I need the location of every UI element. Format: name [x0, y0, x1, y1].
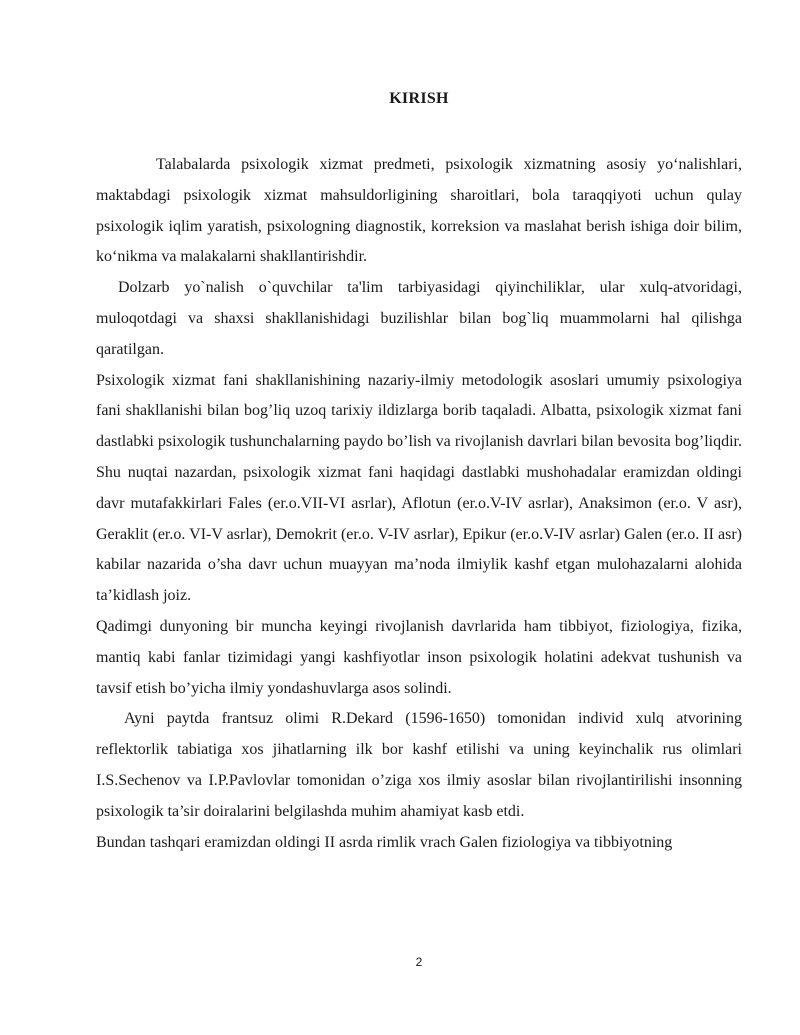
paragraph: Psixologik xizmat fani shakllanishining nazariy-ilmiy metodologik asoslari umumiy psixologiya fani shakllanishi bilan bog’liq uzoq tarixiy ildizlarga borib taqaladi. Albatta, psixologik xizmat fani dastlabki psixologik tushunchalarning paydo bo’lish va rivojlanish davrlari bilan bevosita bog’liqdir. Shu nuqtai nazardan, psixologik xizmat fani haqidagi dastlabki mushohadalar eramizdan oldingi davr mutafakkirlari Fales (er.o.VII-VI asrlar), Aflotun (er.o.V-IV asrlar), Anaksimon (er.o. V asr), Geraklit (er.o. VI-V asrlar), Demokrit (er.o. V-IV asrlar), Epikur (er.o.V-IV asrlar) Galen (er.o. II asr) kabilar nazarida o’sha davr uchun muayyan ma’noda ilmiylik kashf etgan mulohazalarni alohida ta’kidlash joiz.	[96, 371, 742, 605]
paragraph: Bundan tashqari eramizdan oldingi II asrda rimlik vrach Galen fiziologiya va tibbiyotning	[96, 833, 673, 851]
paragraph: Dolzarb yo`nalish o`quvchilar ta'lim tarbiyasidagi qiyinchiliklar, ular xulq-atvoridagi, muloqotdagi va shaxsi shakllanishidagi buzilishlar bilan bog`liq muammolarni hal qilishga qaratilgan.	[96, 279, 742, 358]
paragraph: Qadimgi dunyoning bir muncha keyingi rivojlanish davrlarida ham tibbiyot, fiziologiya, fizika, mantiq kabi fanlar tizimidagi yangi kashfiyotlar inson psixologik holatini adekvat tushunish va tavsif etish bo’yicha ilmiy yondashuvlarga asos solindi.	[96, 617, 742, 697]
document-body	[96, 150, 742, 858]
page-title: KIRISH	[389, 90, 449, 107]
paragraph: Ayni paytda frantsuz olimi R.Dekard (1596-1650) tomonidan individ xulq atvorining reflektorlik tabiatiga xos jihatlarning ilk bor kashf etilishi va uning keyinchalik rus olimlari I.S.Sechenov va I.P.Pavlovlar tomonidan o’ziga xos ilmiy asoslar bilan rivojlantirilishi insonning psixologik ta’sir doiralarini belgilashda muhim ahamiyat kasb etdi.	[96, 710, 742, 820]
page-number: 2	[415, 955, 423, 969]
paragraph: Talabalarda psixologik xizmat predmeti, psixologik xizmatning asosiy yo‘nalishlari, maktabdagi psixologik xizmat mahsuldorligining sharoitlari, bola taraqqiyoti uchun qulay psixologik iqlim yaratish, psixologning diagnostik, korreksion va maslahat berish ishiga doir bilim, ko‘nikma va malakalarni shakllantirishdir.	[96, 156, 742, 266]
